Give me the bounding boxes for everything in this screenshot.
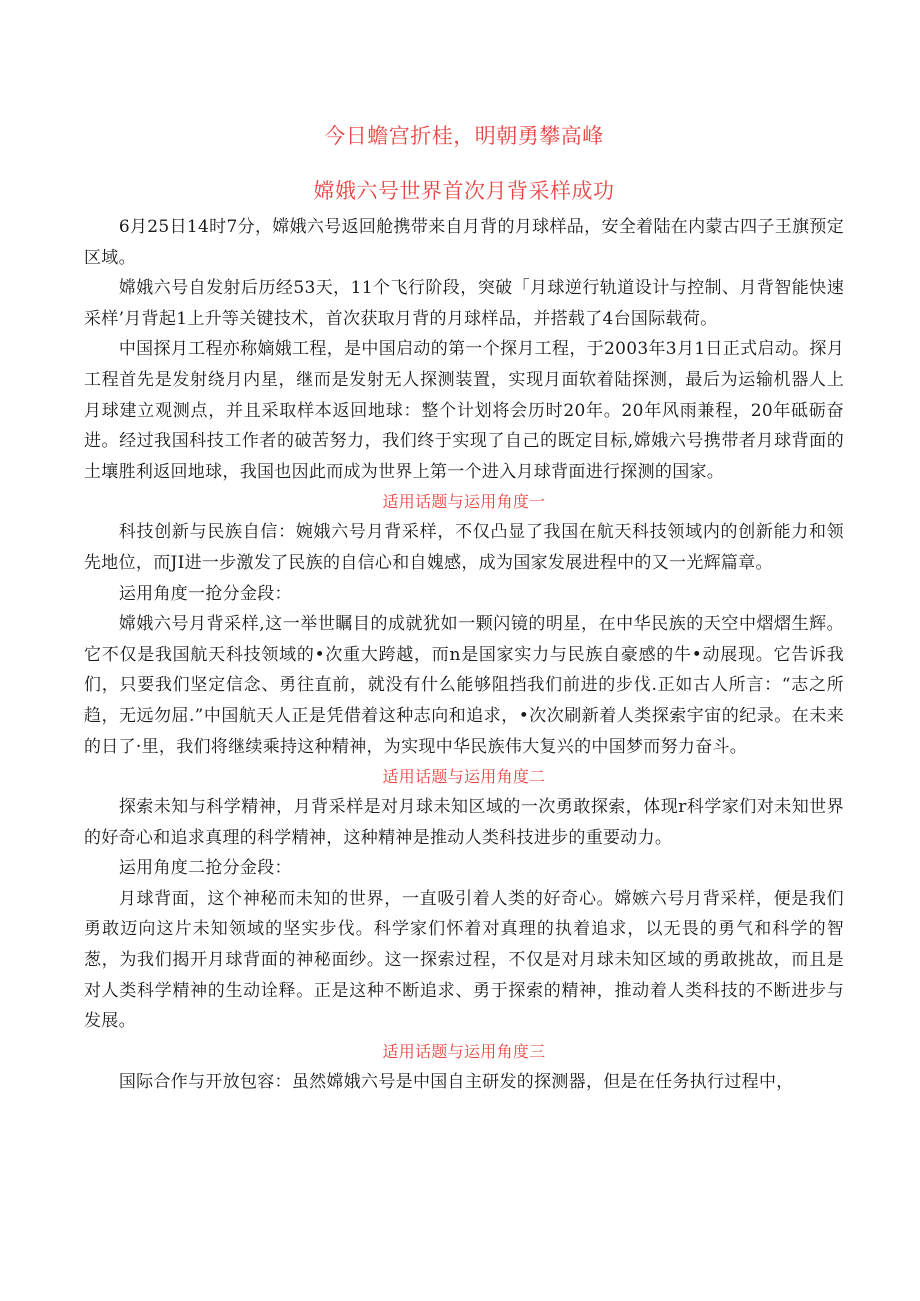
paragraph-mission-summary: 嫦娥六号自发射后历经53天，11个飞行阶段，突破「月球逆行轨道设计与控制、月背智能快速采样’月背起1上升等关键技术，首次获取月背的月球样品，并搭载了4台国际载荷。 bbox=[84, 278, 844, 329]
article-body bbox=[84, 212, 844, 1097]
paragraph-angle-1-sample: 嫦娥六号月背采样,这一举世瞩目的成就犹如一颗闪镜的明星，在中华民族的天空中熠熠生辉。它不仅是我国航天科技领域的•次重大跨越，而n是国家实力与民族自豪感的牛•动展现。它告诉我们，只要我们坚定信念、勇往直前，就没有什么能够阻挡我们前进的步伐.正如古人所言：“志之所趋，无远勿屈.”中国航天人正是凭借着这种志向和追求，•次次刷新着人类探索宇宙的纪录。在未来的日了·里，我们将继续乘持这种精神，为实现中华民族伟大复兴的中国梦而努力奋斗。 bbox=[84, 614, 844, 757]
paragraph-angle-1-topic: 科技创新与民族自信：婉娥六号月背采样，不仅凸显了我国在航天科技领域内的创新能力和领先地位，而JI进一步激发了民族的自信心和自媿感，成为国家发展进程中的又一光辉篇章。 bbox=[84, 522, 844, 573]
paragraph-news-landing: 6月25日14时7分，嫦娥六号返回舱携带来自月背的月球样品，安全着陆在内蒙古四子王旗预定区域。 bbox=[84, 217, 844, 268]
article-headline: 嫦娥六号世界首次月背采样成功 bbox=[313, 179, 615, 203]
section-heading-angle-3: 适用话题与运用角度三 bbox=[382, 1041, 546, 1061]
paragraph-angle-3-topic: 国际合作与开放包容：虽然嫦娥六号是中国自主研发的探测器，但是在任务执行过程中， bbox=[118, 1071, 794, 1092]
paragraph-angle-2-label: 运用角度二抢分金段： bbox=[118, 858, 292, 879]
paragraph-angle-1-label: 运用角度一抢分金段： bbox=[118, 583, 292, 604]
paragraph-angle-2-topic: 探索未知与科学精神，月背采样是对月球未知区域的一次勇敢探索，体现r科学家们对未知世界的好奇心和追求真理的科学精神，这种精神是推动人类科技进步的重要动力。 bbox=[84, 797, 844, 848]
paragraph-lunar-program: 中国探月工程亦称嫡娥工程，是中国启动的第一个探月工程，于2003年3月1日正式启动。探月工程首先是发射绕月内星，继而是发射无人探测装置，实现月面软着陆探测，最后为运输机器人上月球建立观测点，并且采取样本返回地球：整个计划将会历时20年。20年风雨兼程，20年砥砺奋进。经过我国科技工作者的破苦努力，我们终于实现了自己的既定目标,嫦娥六号携带者月球背面的土壤胜利返回地球，我国也因此而成为世界上第一个进入月球背面进行探测的国家。 bbox=[84, 339, 844, 482]
paragraph-angle-2-sample: 月球背面，这个神秘而未知的世界，一直吸引着人类的好奇心。嫦嫉六号月背采样，便是我们勇敢迈向这片未知领域的坚实步伐。科学家们怀着对真理的执着追求，以无畏的勇气和科学的智葱，为我们揭开月球背面的神秘面纱。这一探索过程，不仅是对月球未知区域的勇敢挑故，而且是对人类科学精神的生动诠释。正是这种不断追求、勇于探索的精神，推动着人类科技的不断进步与发展。 bbox=[84, 888, 844, 1032]
section-heading-angle-1: 适用话题与运用角度一 bbox=[382, 492, 546, 512]
document-title: 今日蟾宫折桂，明朝勇攀高峰 bbox=[324, 124, 604, 148]
section-heading-angle-2: 适用话题与运用角度二 bbox=[382, 767, 546, 787]
